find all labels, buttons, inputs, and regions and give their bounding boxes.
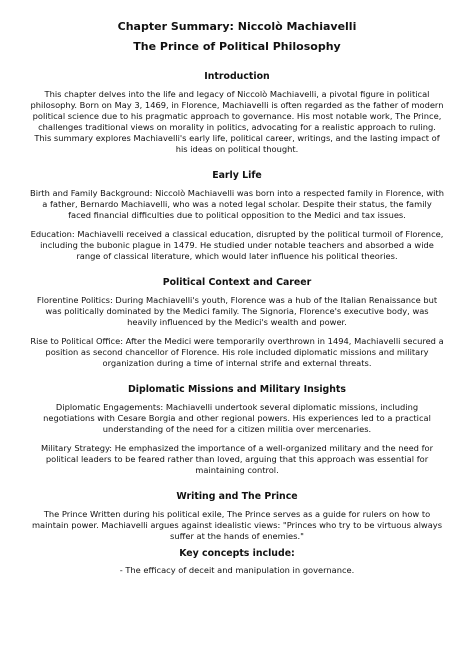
section-writing-the-prince xyxy=(30,490,444,542)
introduction-paragraph: This chapter delves into the life and legacy of Niccolò Machiavelli, a pivotal figure in political philosophy. Born on May 3, 1469, in Florence, Machiavelli is often regarded as the father of modern political science due to his pragmatic approach to governance. His most notable work, The Prince, challenges traditional views on morality in politics, advocating for a realistic approach to ruling. This summary explores Machiavelli's early life, political career, writings, and the lasting impact of his ideas on political thought. xyxy=(30,89,444,154)
section-key-concepts xyxy=(30,547,444,576)
the-prince-paragraph: The Prince Written during his political exile, The Prince serves as a guide for rulers on how to maintain power. Machiavelli argues against idealistic views: "Princes who try to be virtuous always suffer at the hands of enemies." xyxy=(31,509,443,541)
section-heading-diplomatic-missions: Diplomatic Missions and Military Insights xyxy=(127,384,346,395)
section-heading-political-context: Political Context and Career xyxy=(162,277,312,288)
section-heading-early-life: Early Life xyxy=(212,170,262,181)
section-diplomatic-missions xyxy=(30,383,444,476)
military-strategy-paragraph: Military Strategy: He emphasized the importance of a well-organized military and the need for political leaders to be feared rather than loved, arguing that this approach was essential for maintaining control. xyxy=(40,443,433,475)
section-heading-writing-the-prince: Writing and The Prince xyxy=(176,491,298,502)
diplomatic-engagements-paragraph: Diplomatic Engagements: Machiavelli undertook several diplomatic missions, including negotiations with Cesare Borgia and other regional powers. His experiences led to a practical understanding of the need for a citizen militia over mercenaries. xyxy=(43,402,431,434)
document-subtitle: The Prince of Political Philosophy xyxy=(133,40,341,53)
section-heading-introduction: Introduction xyxy=(204,71,270,82)
florentine-politics-paragraph: Florentine Politics: During Machiavelli's youth, Florence was a hub of the Italian Renaissance but was politically dominated by the Medici family. The Signoria, Florence's executive body, was heavily influenced by the Medici's wealth and power. xyxy=(36,295,438,327)
key-concepts-heading: Key concepts include: xyxy=(179,548,295,559)
rise-to-office-paragraph: Rise to Political Office: After the Medici were temporarily overthrown in 1494, Machiavelli secured a position as second chancellor of Florence. His role included diplomatic missions and military organization during a time of internal strife and external threats. xyxy=(30,336,444,368)
key-concept-item: - The efficacy of deceit and manipulation in governance. xyxy=(119,565,355,575)
document-title: Chapter Summary: Niccolò Machiavelli xyxy=(117,20,357,33)
section-early-life xyxy=(30,169,444,262)
section-introduction xyxy=(30,70,444,155)
early-life-birth-paragraph: Birth and Family Background: Niccolò Machiavelli was born into a respected family in Florence, with a father, Bernardo Machiavelli, who was a noted legal scholar. Despite their status, the family faced financial difficulties due to political opposition to the Medici and tax issues. xyxy=(30,188,444,220)
section-political-context xyxy=(30,276,444,369)
early-life-education-paragraph: Education: Machiavelli received a classical education, disrupted by the political turmoil of Florence, including the bubonic plague in 1479. He studied under notable teachers and absorbed a wide range of classical literature, which would later influence his political theories. xyxy=(30,229,444,261)
